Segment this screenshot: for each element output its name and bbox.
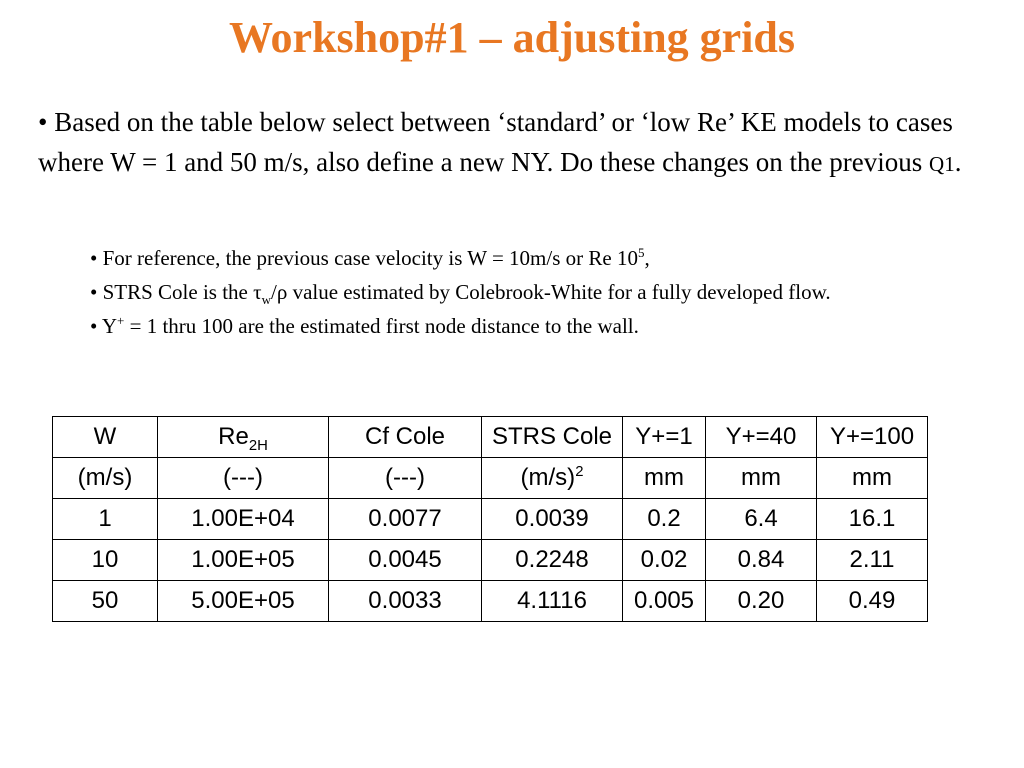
data-table — [52, 416, 928, 622]
table-header-row — [53, 417, 928, 458]
table-cell: 0.0033 — [329, 581, 482, 622]
table-cell: 50 — [53, 581, 158, 622]
table-cell: 0.0039 — [482, 499, 623, 540]
rho-symbol: /ρ — [271, 280, 288, 304]
yplus-text: = 1 thru 100 are the estimated first node distance to the wall. — [124, 314, 639, 338]
sub-bullet-strs — [90, 275, 950, 309]
bullet-marker: • — [38, 107, 48, 137]
unit-strs-exponent: 2 — [575, 464, 584, 480]
table-cell: 2.11 — [817, 540, 928, 581]
reference-text: For reference, the previous case velocity is W = 10m/s or Re 10 — [102, 246, 638, 270]
unit-w: (m/s) — [53, 458, 158, 499]
table-cell: 6.4 — [706, 499, 817, 540]
table-cell: 0.005 — [623, 581, 706, 622]
bullet-marker: • — [90, 314, 98, 338]
header-w: W — [53, 417, 158, 458]
table-cell: 4.1116 — [482, 581, 623, 622]
header-y40: Y+=40 — [706, 417, 817, 458]
header-y100: Y+=100 — [817, 417, 928, 458]
table-cell: 0.84 — [706, 540, 817, 581]
table-cell: 0.20 — [706, 581, 817, 622]
reference-end: , — [644, 246, 650, 270]
table-row — [53, 581, 928, 622]
header-re-subscript: 2H — [248, 437, 268, 454]
header-cf: Cf Cole — [329, 417, 482, 458]
unit-re: (---) — [158, 458, 329, 499]
unit-y1: mm — [623, 458, 706, 499]
header-y1: Y+=1 — [623, 417, 706, 458]
yplus-superscript: + — [117, 313, 125, 328]
unit-y40: mm — [706, 458, 817, 499]
main-bullet — [38, 102, 988, 184]
table-cell: 0.0077 — [329, 499, 482, 540]
bullet-marker: • — [90, 280, 98, 304]
table-row — [53, 499, 928, 540]
unit-y100: mm — [817, 458, 928, 499]
slide-title: Workshop#1 – adjusting grids — [228, 13, 796, 62]
main-bullet-end: . — [954, 147, 962, 177]
table-cell: 1.00E+05 — [158, 540, 329, 581]
table-cell: 5.00E+05 — [158, 581, 329, 622]
sub-bullet-yplus — [90, 309, 950, 343]
table-units-row — [53, 458, 928, 499]
tau-symbol: τ — [253, 280, 262, 304]
table-cell: 0.02 — [623, 540, 706, 581]
strs-text-a: STRS Cole is the — [102, 280, 254, 304]
sub-bullet-reference — [90, 241, 950, 275]
yplus-symbol: Y — [101, 314, 118, 338]
header-strs: STRS Cole — [482, 417, 623, 458]
tau-subscript: w — [261, 292, 271, 308]
main-bullet-text: Based on the table below select between ‘standard’ or ‘low Re’ KE models to cases where W = 1 and 50 m/s, also define a new NY. Do these changes on the previous — [38, 107, 953, 177]
table-cell: 16.1 — [817, 499, 928, 540]
table-cell: 1.00E+04 — [158, 499, 329, 540]
reference-exponent: 5 — [637, 245, 645, 260]
sub-bullet-list — [90, 241, 950, 343]
strs-text-b: value estimated by Colebrook-White for a fully developed flow. — [287, 280, 831, 304]
bullet-marker: • — [90, 246, 98, 270]
header-re-base: Re — [218, 423, 249, 450]
main-bullet-ref: Q1 — [929, 152, 955, 176]
unit-cf: (---) — [329, 458, 482, 499]
unit-strs-base: (m/s) — [520, 464, 576, 491]
table-cell: 10 — [53, 540, 158, 581]
table-row — [53, 540, 928, 581]
header-re — [158, 417, 329, 458]
unit-strs — [482, 458, 623, 499]
table-cell: 0.2 — [623, 499, 706, 540]
table-cell: 1 — [53, 499, 158, 540]
table-cell: 0.0045 — [329, 540, 482, 581]
table-cell: 0.49 — [817, 581, 928, 622]
table-cell: 0.2248 — [482, 540, 623, 581]
